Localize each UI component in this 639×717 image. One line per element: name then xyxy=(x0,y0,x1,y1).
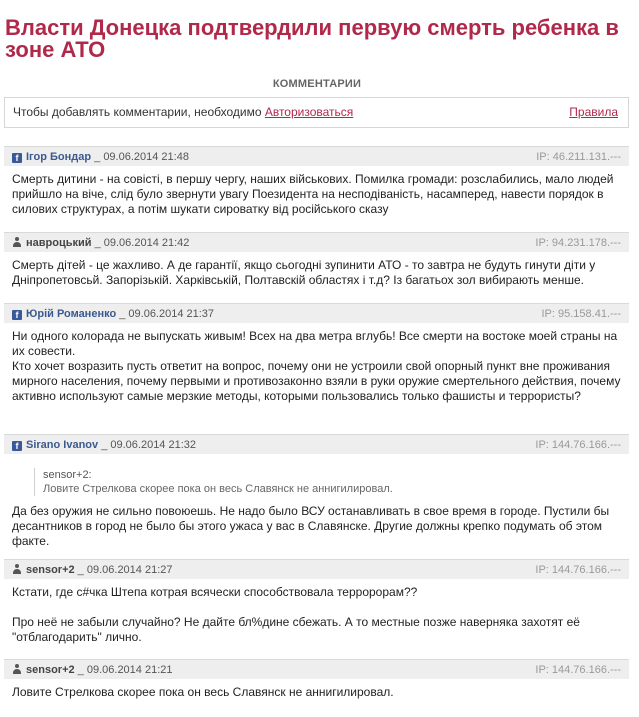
comment-text: Ловите Стрелкова скорее пока он весь Славянск не аннигилировал. xyxy=(12,685,394,699)
login-link[interactable]: Авторизоваться xyxy=(264,105,354,119)
comment-text: Про неё не забыли случайно? Не дайте бл%дине сбежать. А то местные позже наверняка захотят её "отблагодарить" лично. xyxy=(12,615,580,644)
comment-separator: _ xyxy=(74,564,87,576)
user-icon xyxy=(12,664,22,674)
comment-quote xyxy=(34,468,621,496)
facebook-icon: f xyxy=(12,441,22,451)
comment-item xyxy=(4,559,629,645)
article-title: Власти Донецка подтвердили первую смерть ребенка в зоне АТО xyxy=(5,15,619,62)
auth-prompt: Чтобы добавлять комментарии, необходимо xyxy=(13,105,265,119)
comment-item xyxy=(4,232,629,288)
comment-author[interactable]: Юрій Романенко xyxy=(26,308,117,320)
comment-separator: _ xyxy=(74,664,87,676)
comments-heading: КОММЕНТАРИИ xyxy=(272,78,362,90)
comment-author: sensor+2 xyxy=(26,664,75,676)
comment-body xyxy=(4,252,629,288)
auth-box xyxy=(4,97,629,128)
comment-ip: IP: 144.76.166.--- xyxy=(535,439,621,451)
comment-item xyxy=(4,303,629,404)
user-icon xyxy=(12,237,22,247)
facebook-icon: f xyxy=(12,153,22,163)
comment-author[interactable]: Ігор Бондар xyxy=(26,151,92,163)
comment-separator: _ xyxy=(98,439,111,451)
comment-header xyxy=(4,146,629,166)
comment-date: 09.06.2014 21:48 xyxy=(103,151,189,163)
comment-body xyxy=(4,579,629,645)
comment-ip: IP: 95.158.41.--- xyxy=(541,308,621,320)
comment-header xyxy=(4,232,629,252)
comment-body xyxy=(4,166,629,217)
comment-date: 09.06.2014 21:37 xyxy=(128,308,215,320)
comment-header xyxy=(4,303,629,323)
comment-separator: _ xyxy=(116,308,129,320)
quote-author: sensor+2: xyxy=(43,469,92,481)
comment-date: 09.06.2014 21:42 xyxy=(103,237,190,249)
rules-link[interactable]: Правила xyxy=(569,105,618,119)
comment-ip: IP: 144.76.166.--- xyxy=(535,564,621,576)
comment-text: Да без оружия не сильно повоюешь. Не надо было ВСУ останавливать в свое время в городе. Пустили бы десантников в город не было бы этого ужаса у вас в Славянске. Другие должны крепко подумать об этом факте. xyxy=(12,504,610,548)
facebook-icon: f xyxy=(12,310,22,320)
comment-item xyxy=(4,146,629,217)
comment-date: 09.06.2014 21:27 xyxy=(86,564,173,576)
comment-header xyxy=(4,434,629,454)
comment-text: Смерть дитини - на совісті, в першу чергу, наших військових. Помилка громади: розслабились, мало людей прийшло на віче, слід було звернути увагу Поезидента на несподіваність, насамперед, навести порядок в силових структурах, а потім шукати сироватку від російського сказу xyxy=(12,172,614,216)
comment-text: Ни одного колорада не выпускать живым! Всех на два метра вглубь! Все смерти на востоке моей страны на их совести. xyxy=(12,329,618,358)
comment-header xyxy=(4,559,629,579)
comment-date: 09.06.2014 21:32 xyxy=(110,439,197,451)
comment-item xyxy=(4,434,629,549)
comment-body xyxy=(4,679,629,700)
comment-text: Кто хочет возразить пусть ответит на вопрос, почему они не устроили свой опорный пункт вне проживания мирного населения, почему первыми и противозаконно взяли в руки оружие смертельного действия, почему активно используют самые мерзкие методы, которыми пользовались только фашисты и террористы? xyxy=(12,359,621,403)
user-icon xyxy=(12,564,22,574)
comment-author: sensor+2 xyxy=(26,564,75,576)
comment-author: навроцький xyxy=(26,237,92,249)
comment-body xyxy=(4,454,629,549)
comment-header xyxy=(4,659,629,679)
comment-author[interactable]: Sirano Ivanov xyxy=(26,439,99,451)
comment-item xyxy=(4,659,629,700)
comment-body xyxy=(4,323,629,404)
comment-ip: IP: 46.211.131.--- xyxy=(536,151,621,163)
comment-date: 09.06.2014 21:21 xyxy=(86,664,173,676)
quote-text: Ловите Стрелкова скорее пока он весь Славянск не аннигилировал. xyxy=(43,483,393,495)
comment-text: Смерть дітей - це жахливо. А де гарантії, якщо сьогодні зупинити АТО - то завтра не будуть гинути діти у Дніпропетовсьй. Запорізькій. Харківській, Полтавскій областях і т.д? Із багатьох зол вибирають менше. xyxy=(12,258,596,287)
comment-text: Кстати, где с#чка Штепа котрая всячески способствовала терророрам?? xyxy=(12,585,418,599)
comment-ip: IP: 144.76.166.--- xyxy=(535,664,621,676)
comment-ip: IP: 94.231.178.--- xyxy=(535,237,621,249)
comment-separator: _ xyxy=(91,237,104,249)
comment-separator: _ xyxy=(91,151,104,163)
